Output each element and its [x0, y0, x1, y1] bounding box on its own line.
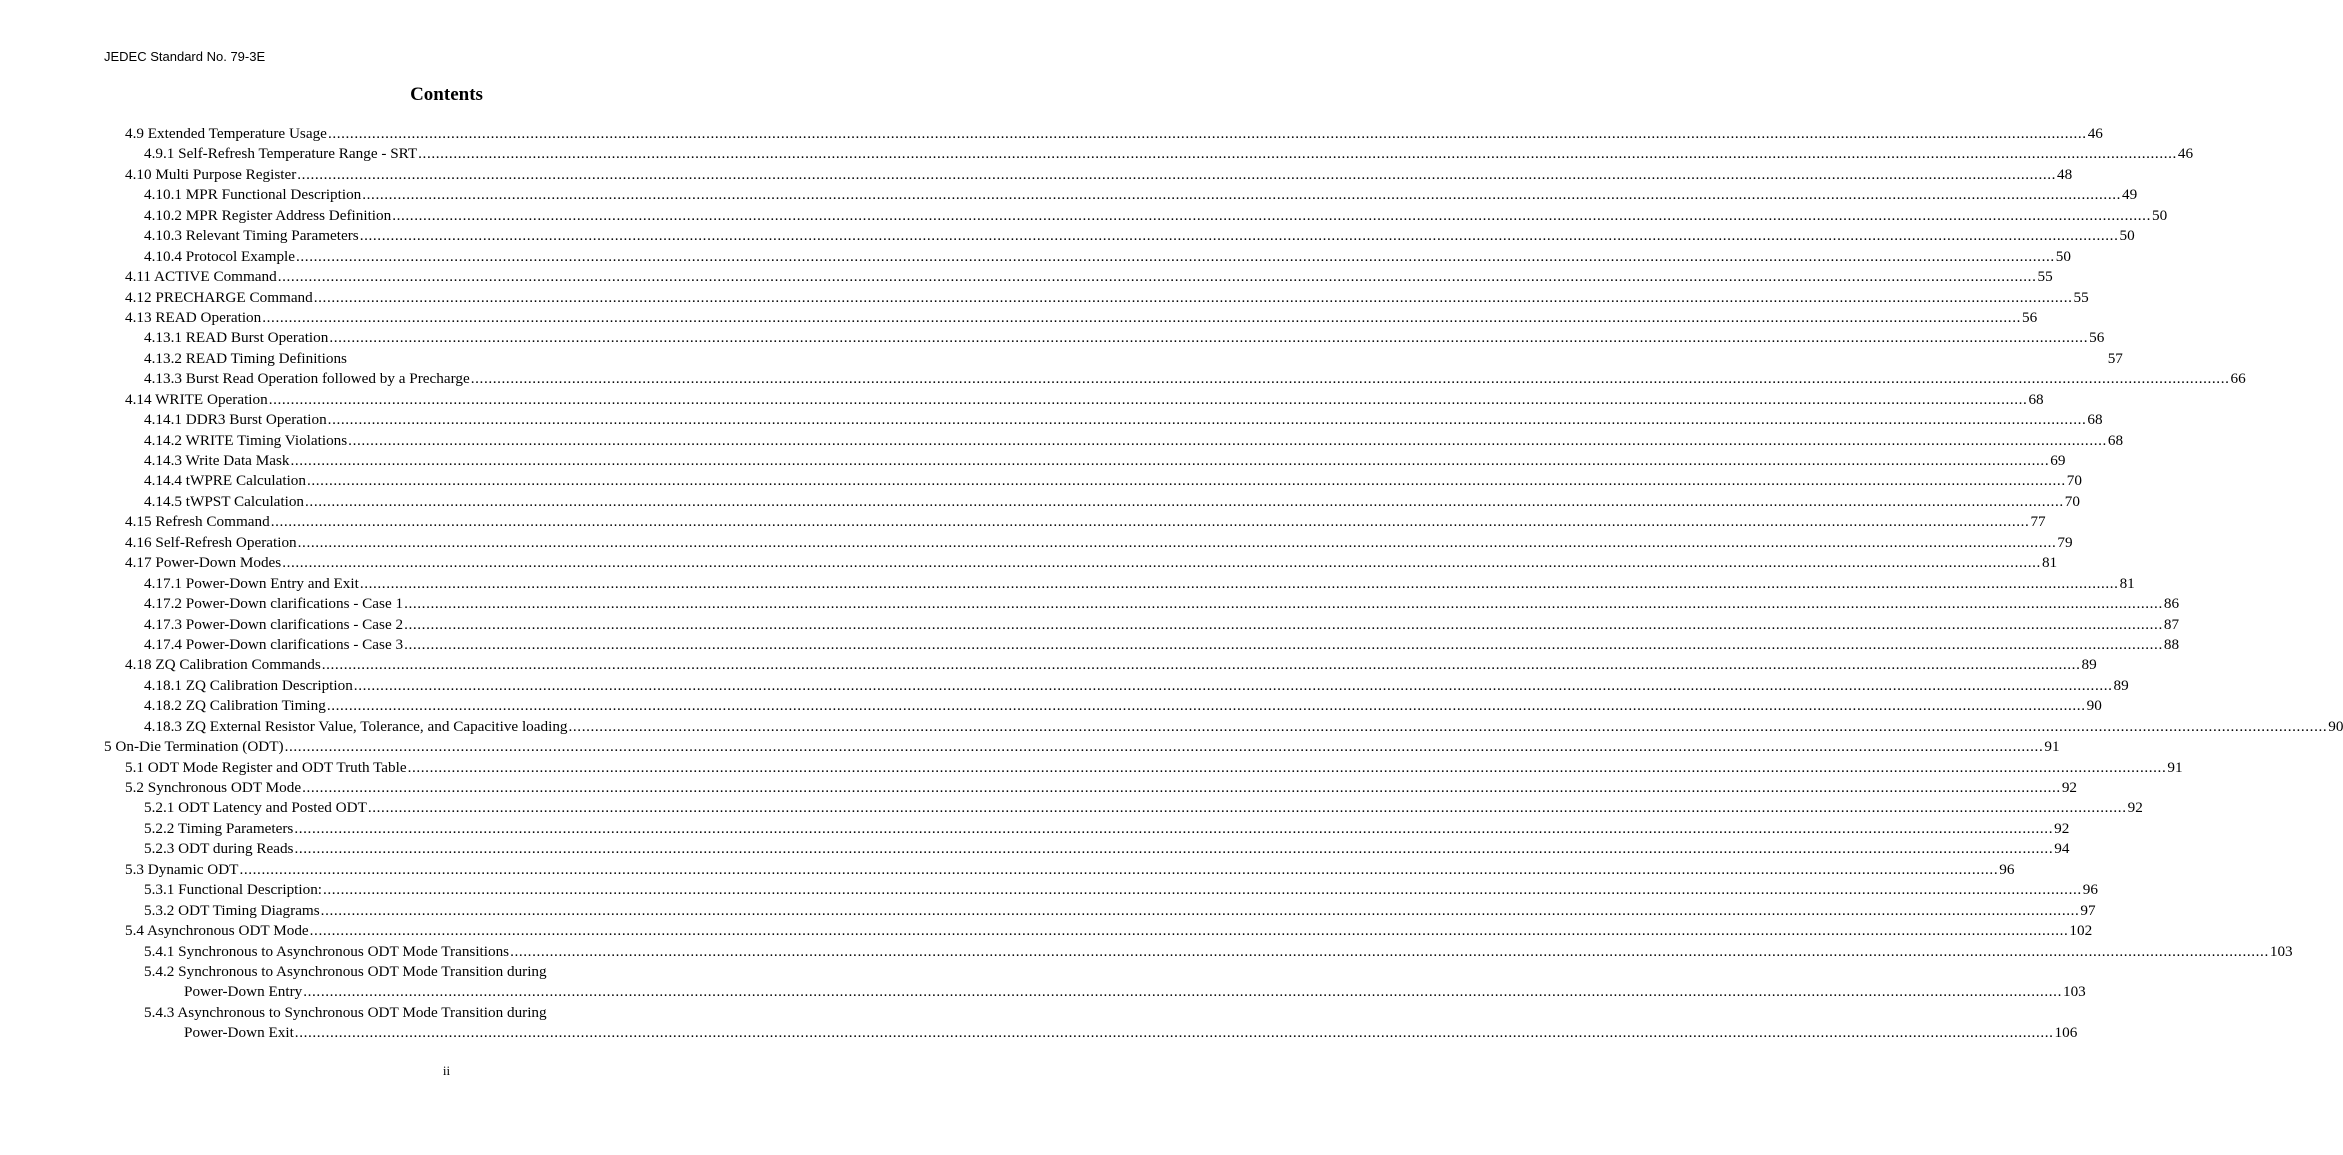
toc-dot-leader: ................................................................................................................................................................................................................................................................................................................................................................................................................ [404, 635, 2163, 653]
toc-dot-leader: ................................................................................................................................................................................................................................................................................................................................................................................................................ [282, 554, 2041, 572]
toc-entry[interactable] [104, 962, 776, 982]
toc-entry-title: 4.10.2 MPR Register Address Definition [144, 206, 391, 226]
toc-dot-leader: ................................................................................................................................................................................................................................................................................................................................................................................................................ [297, 533, 2057, 551]
toc-dot-leader [347, 349, 2108, 369]
toc-dot-leader: ................................................................................................................................................................................................................................................................................................................................................................................................................ [270, 513, 2030, 531]
toc-entry[interactable] [104, 942, 2293, 962]
toc-entry[interactable] [104, 696, 2102, 716]
toc-row [125, 288, 2089, 308]
toc-dot-leader: ................................................................................................................................................................................................................................................................................................................................................................................................................ [294, 819, 2054, 837]
toc-page-number: 96 [2082, 881, 2098, 899]
toc-entry[interactable] [104, 921, 2093, 941]
toc-entry[interactable] [104, 533, 2073, 553]
toc-page-number: 91 [2044, 738, 2060, 756]
toc-dot-leader: ................................................................................................................................................................................................................................................................................................................................................................................................................ [268, 390, 2028, 408]
toc-row [144, 594, 2180, 614]
toc-entry[interactable] [104, 226, 2135, 246]
toc-entry-title: 4.17.1 Power-Down Entry and Exit [144, 574, 359, 594]
toc-page-number: 70 [2066, 472, 2082, 490]
toc-page-number: 69 [2050, 452, 2066, 469]
toc-entry-title: 4.14.1 DDR3 Burst Operation [144, 410, 327, 430]
toc-entry-title: 5.3.1 Functional Description: [144, 880, 322, 900]
toc-page-number: 68 [2028, 390, 2044, 408]
toc-page-number: 46 [2177, 145, 2194, 163]
toc-entry-title: 4.10.1 MPR Functional Description [144, 185, 361, 205]
toc-entry[interactable] [104, 860, 2015, 880]
toc-row [144, 635, 2180, 655]
toc-row [125, 860, 2015, 880]
toc-entry-title: 4.17.2 Power-Down clarifications - Case 1 [144, 594, 403, 614]
toc-entry-title: 5.4.1 Synchronous to Asynchronous ODT Mode Transitions [144, 942, 509, 962]
toc-page-number: 92 [2127, 799, 2143, 817]
toc-entry[interactable] [104, 390, 2044, 410]
toc-row [144, 410, 2103, 430]
toc-dot-leader: ................................................................................................................................................................................................................................................................................................................................................................................................................ [418, 145, 2177, 163]
toc-row [144, 819, 2070, 839]
toc-page-number: 56 [2022, 308, 2038, 326]
toc-row [144, 798, 2143, 818]
toc-entry[interactable] [104, 635, 2180, 655]
toc-entry-title: 4.16 Self-Refresh Operation [125, 533, 297, 553]
toc-entry[interactable] [104, 349, 2123, 369]
toc-entry-title: 4.18.3 ZQ External Resistor Value, Tolerance, and Capacitive loading [144, 717, 568, 737]
toc-entry-title: 4.17.4 Power-Down clarifications - Case 3 [144, 635, 403, 655]
toc-entry[interactable] [104, 206, 2168, 226]
toc-row [144, 369, 2246, 389]
toc-entry[interactable] [104, 574, 2135, 594]
toc-row [144, 206, 2168, 226]
toc-dot-leader: ................................................................................................................................................................................................................................................................................................................................................................................................................ [362, 186, 2122, 204]
toc-dot-leader: ................................................................................................................................................................................................................................................................................................................................................................................................................ [367, 799, 2127, 817]
toc-row [144, 962, 776, 982]
toc-entry[interactable] [104, 308, 2038, 328]
toc-page-number: 50 [2055, 247, 2071, 265]
toc-row [144, 226, 2135, 246]
toc-page-number: 94 [2054, 840, 2070, 858]
toc-row [144, 471, 2082, 491]
toc-row [144, 451, 2066, 471]
toc-entry-title: 4.9.1 Self-Refresh Temperature Range - SRT [144, 144, 417, 164]
toc-entry-title: 4.10.3 Relevant Timing Parameters [144, 226, 359, 246]
toc-entry[interactable] [104, 880, 2098, 900]
toc-row [184, 982, 2086, 1002]
toc-entry-title: Power-Down Entry [184, 982, 302, 1002]
toc-entry[interactable] [104, 1023, 2078, 1043]
page-number: ii [442, 1063, 451, 1078]
toc-page-number: 66 [2230, 370, 2246, 388]
table-of-contents [104, 124, 2343, 1044]
toc-entry-title: 5.3 Dynamic ODT [125, 860, 238, 880]
toc-row [125, 921, 2093, 941]
toc-row [184, 1023, 2078, 1043]
toc-entry-title: 4.13 READ Operation [125, 308, 261, 328]
toc-dot-leader: ................................................................................................................................................................................................................................................................................................................................................................................................................ [297, 165, 2057, 183]
document-header: JEDEC Standard No. 79-3E [104, 49, 266, 64]
toc-page-number: 103 [2269, 942, 2293, 960]
toc-page-number: 103 [2062, 983, 2086, 1001]
toc-entry[interactable] [104, 471, 2082, 491]
toc-row [125, 308, 2038, 328]
toc-page-number: 48 [2057, 165, 2073, 183]
toc-dot-leader: ................................................................................................................................................................................................................................................................................................................................................................................................................ [321, 656, 2081, 674]
toc-entry[interactable] [104, 451, 2066, 471]
toc-row [144, 144, 2194, 164]
toc-dot-leader: ................................................................................................................................................................................................................................................................................................................................................................................................................ [294, 840, 2054, 858]
toc-entry[interactable] [104, 144, 2194, 164]
toc-row [144, 1003, 776, 1023]
toc-entry[interactable] [104, 798, 2143, 818]
toc-entry[interactable] [104, 492, 2080, 512]
toc-row [125, 553, 2058, 573]
toc-page-number: 77 [2030, 513, 2046, 531]
toc-dot-leader: ................................................................................................................................................................................................................................................................................................................................................................................................................ [359, 574, 2119, 592]
toc-page-number: 92 [2054, 819, 2070, 837]
toc-row [144, 615, 2180, 635]
toc-entry-title: 4.10.4 Protocol Example [144, 247, 295, 267]
toc-page-number: 81 [2119, 574, 2135, 592]
toc-page-number: 50 [2151, 206, 2168, 224]
toc-entry-title: 4.9 Extended Temperature Usage [125, 124, 327, 144]
toc-entry-title: Power-Down Exit [184, 1023, 294, 1043]
toc-row [144, 942, 2293, 962]
toc-dot-leader: ................................................................................................................................................................................................................................................................................................................................................................................................................ [404, 595, 2163, 613]
toc-page-number: 90 [2328, 717, 2343, 735]
toc-page-number: 81 [2041, 554, 2058, 572]
toc-entry[interactable] [104, 267, 2053, 287]
toc-entry[interactable] [104, 758, 2183, 778]
toc-entry[interactable] [104, 778, 2077, 798]
toc-page-number: 97 [2080, 901, 2096, 919]
toc-row [125, 655, 2097, 675]
toc-page-number: 91 [2167, 758, 2183, 776]
toc-page-number: 79 [2057, 533, 2073, 551]
toc-dot-leader: ................................................................................................................................................................................................................................................................................................................................................................................................................ [327, 125, 2087, 142]
toc-dot-leader: ................................................................................................................................................................................................................................................................................................................................................................................................................ [404, 615, 2163, 633]
toc-page-number: 55 [2037, 268, 2053, 286]
toc-entry-title: 5.4 Asynchronous ODT Mode [125, 921, 309, 941]
toc-row [125, 778, 2077, 798]
toc-entry[interactable] [104, 819, 2070, 839]
toc-dot-leader: ................................................................................................................................................................................................................................................................................................................................................................................................................ [359, 227, 2119, 245]
toc-dot-leader: ................................................................................................................................................................................................................................................................................................................................................................................................................ [302, 779, 2061, 796]
toc-entry-title: 4.14.2 WRITE Timing Violations [144, 431, 347, 451]
toc-dot-leader: ................................................................................................................................................................................................................................................................................................................................................................................................................ [407, 758, 2167, 776]
toc-dot-leader: ................................................................................................................................................................................................................................................................................................................................................................................................................ [290, 452, 2050, 469]
toc-row [125, 758, 2183, 778]
toc-entry[interactable] [104, 165, 2073, 185]
toc-row [144, 431, 2124, 451]
toc-entry-title: 4.18.2 ZQ Calibration Timing [144, 696, 326, 716]
toc-row [125, 390, 2044, 410]
toc-entry[interactable] [104, 553, 2058, 573]
toc-entry[interactable] [104, 982, 2086, 1002]
toc-entry[interactable] [104, 737, 2060, 757]
toc-entry[interactable] [104, 717, 2343, 737]
toc-page-number: 68 [2087, 411, 2103, 429]
toc-dot-leader: ................................................................................................................................................................................................................................................................................................................................................................................................................ [309, 922, 2069, 940]
toc-row [144, 901, 2096, 921]
toc-entry-title: 5.1 ODT Mode Register and ODT Truth Table [125, 758, 407, 778]
toc-page-number: 68 [2107, 431, 2124, 449]
toc-entry-title: 4.13.3 Burst Read Operation followed by a Precharge [144, 369, 470, 389]
toc-entry-title: 5 On-Die Termination (ODT) [104, 737, 284, 757]
toc-dot-leader: ................................................................................................................................................................................................................................................................................................................................................................................................................ [348, 431, 2107, 449]
toc-entry[interactable] [104, 124, 2103, 144]
toc-entry-title: 4.17.3 Power-Down clarifications - Case 2 [144, 615, 403, 635]
toc-entry[interactable] [104, 247, 2071, 267]
toc-page-number: 49 [2122, 186, 2138, 204]
toc-entry-title: 4.10 Multi Purpose Register [125, 165, 296, 185]
toc-entry[interactable] [104, 328, 2105, 348]
toc-dot-leader: ................................................................................................................................................................................................................................................................................................................................................................................................................ [326, 697, 2086, 715]
toc-entry-title: 4.15 Refresh Command [125, 512, 270, 532]
toc-row [144, 349, 2123, 369]
toc-row [125, 533, 2073, 553]
toc-row [125, 124, 2103, 144]
toc-row [144, 492, 2080, 512]
toc-page-number: 102 [2069, 922, 2093, 940]
toc-dot-leader: ................................................................................................................................................................................................................................................................................................................................................................................................................ [510, 942, 2269, 960]
toc-entry[interactable] [104, 185, 2138, 205]
toc-entry[interactable] [104, 676, 2129, 696]
toc-entry-title: 4.12 PRECHARGE Command [125, 288, 313, 308]
toc-dot-leader: ................................................................................................................................................................................................................................................................................................................................................................................................................ [392, 206, 2151, 224]
toc-row [144, 717, 2343, 737]
toc-dot-leader: ................................................................................................................................................................................................................................................................................................................................................................................................................ [353, 676, 2113, 694]
toc-entry-title: 5.4.2 Synchronous to Asynchronous ODT Mode Transition during [144, 962, 547, 982]
toc-dot-leader: ................................................................................................................................................................................................................................................................................................................................................................................................................ [284, 738, 2044, 756]
toc-dot-leader: ................................................................................................................................................................................................................................................................................................................................................................................................................ [568, 717, 2328, 735]
toc-page-number: 70 [2064, 492, 2080, 510]
toc-page-number: 57 [2107, 349, 2123, 367]
toc-entry[interactable] [104, 431, 2124, 451]
toc-dot-leader: ................................................................................................................................................................................................................................................................................................................................................................................................................ [327, 411, 2087, 429]
toc-row [144, 185, 2138, 205]
toc-entry[interactable] [104, 512, 2046, 532]
toc-entry[interactable] [104, 1003, 776, 1023]
toc-dot-leader: ................................................................................................................................................................................................................................................................................................................................................................................................................ [294, 1024, 2054, 1042]
toc-row [144, 839, 2070, 859]
toc-page-number: 87 [2163, 615, 2180, 633]
toc-dot-leader: ................................................................................................................................................................................................................................................................................................................................................................................................................ [329, 329, 2089, 347]
toc-entry-title: 5.2.3 ODT during Reads [144, 839, 293, 859]
toc-entry[interactable] [104, 615, 2180, 635]
toc-row [125, 165, 2073, 185]
toc-page-number: 50 [2119, 227, 2135, 245]
toc-entry-title: 4.13.1 READ Burst Operation [144, 328, 328, 348]
toc-row [144, 247, 2071, 267]
toc-row [125, 512, 2046, 532]
toc-entry-title: 4.18.1 ZQ Calibration Description [144, 676, 353, 696]
toc-row [104, 737, 2060, 757]
toc-entry[interactable] [104, 369, 2246, 389]
toc-entry-title: 5.4.3 Asynchronous to Synchronous ODT Mode Transition during [144, 1003, 547, 1023]
toc-dot-leader: ................................................................................................................................................................................................................................................................................................................................................................................................................ [323, 881, 2082, 899]
toc-entry-title: 4.14 WRITE Operation [125, 390, 268, 410]
toc-entry[interactable] [104, 410, 2103, 430]
toc-entry[interactable] [104, 288, 2089, 308]
toc-page-number: 86 [2163, 595, 2180, 613]
toc-row [144, 328, 2105, 348]
toc-dot-leader: ................................................................................................................................................................................................................................................................................................................................................................................................................ [306, 472, 2066, 490]
toc-entry-title: 5.2 Synchronous ODT Mode [125, 778, 301, 798]
toc-entry-title: 5.3.2 ODT Timing Diagrams [144, 901, 320, 921]
toc-page-number: 88 [2163, 635, 2180, 653]
toc-dot-leader: ................................................................................................................................................................................................................................................................................................................................................................................................................ [296, 247, 2055, 265]
toc-dot-leader: ................................................................................................................................................................................................................................................................................................................................................................................................................ [313, 288, 2073, 306]
toc-page-number: 55 [2073, 288, 2089, 306]
toc-dot-leader: ................................................................................................................................................................................................................................................................................................................................................................................................................ [470, 370, 2230, 388]
toc-entry-title: 5.2.1 ODT Latency and Posted ODT [144, 798, 367, 818]
toc-row [144, 676, 2129, 696]
toc-dot-leader: ................................................................................................................................................................................................................................................................................................................................................................................................................ [320, 901, 2080, 919]
toc-row [125, 267, 2053, 287]
toc-row [144, 696, 2102, 716]
toc-page-number: 56 [2089, 329, 2105, 347]
toc-dot-leader: ................................................................................................................................................................................................................................................................................................................................................................................................................ [305, 492, 2064, 510]
toc-entry[interactable] [104, 839, 2070, 859]
toc-entry-title: 4.14.3 Write Data Mask [144, 451, 289, 471]
toc-page-number: 106 [2054, 1024, 2078, 1042]
toc-entry-title: 4.14.4 tWPRE Calculation [144, 471, 306, 491]
toc-entry[interactable] [104, 655, 2097, 675]
toc-page-number: 90 [2086, 697, 2102, 715]
toc-page-number: 89 [2113, 676, 2129, 694]
toc-dot-leader: ................................................................................................................................................................................................................................................................................................................................................................................................................ [262, 308, 2021, 326]
toc-entry-title: 4.18 ZQ Calibration Commands [125, 655, 321, 675]
toc-page-number: 89 [2081, 656, 2097, 674]
toc-row [144, 880, 2098, 900]
toc-dot-leader: ................................................................................................................................................................................................................................................................................................................................................................................................................ [303, 983, 2062, 1001]
toc-dot-leader: ................................................................................................................................................................................................................................................................................................................................................................................................................ [239, 860, 1999, 878]
toc-entry[interactable] [104, 594, 2180, 614]
toc-page-number: 92 [2061, 779, 2077, 796]
page-title: Contents [410, 84, 483, 105]
toc-entry-title: 4.11 ACTIVE Command [125, 267, 277, 287]
toc-entry[interactable] [104, 901, 2096, 921]
toc-dot-leader: ................................................................................................................................................................................................................................................................................................................................................................................................................ [277, 268, 2037, 286]
toc-entry-title: 4.17 Power-Down Modes [125, 553, 281, 573]
toc-page-number: 96 [1999, 860, 2015, 878]
toc-page-number: 46 [2087, 125, 2103, 142]
toc-row [144, 574, 2135, 594]
toc-entry-title: 4.13.2 READ Timing Definitions [144, 349, 347, 369]
toc-entry-title: 5.2.2 Timing Parameters [144, 819, 293, 839]
toc-entry-title: 4.14.5 tWPST Calculation [144, 492, 304, 512]
